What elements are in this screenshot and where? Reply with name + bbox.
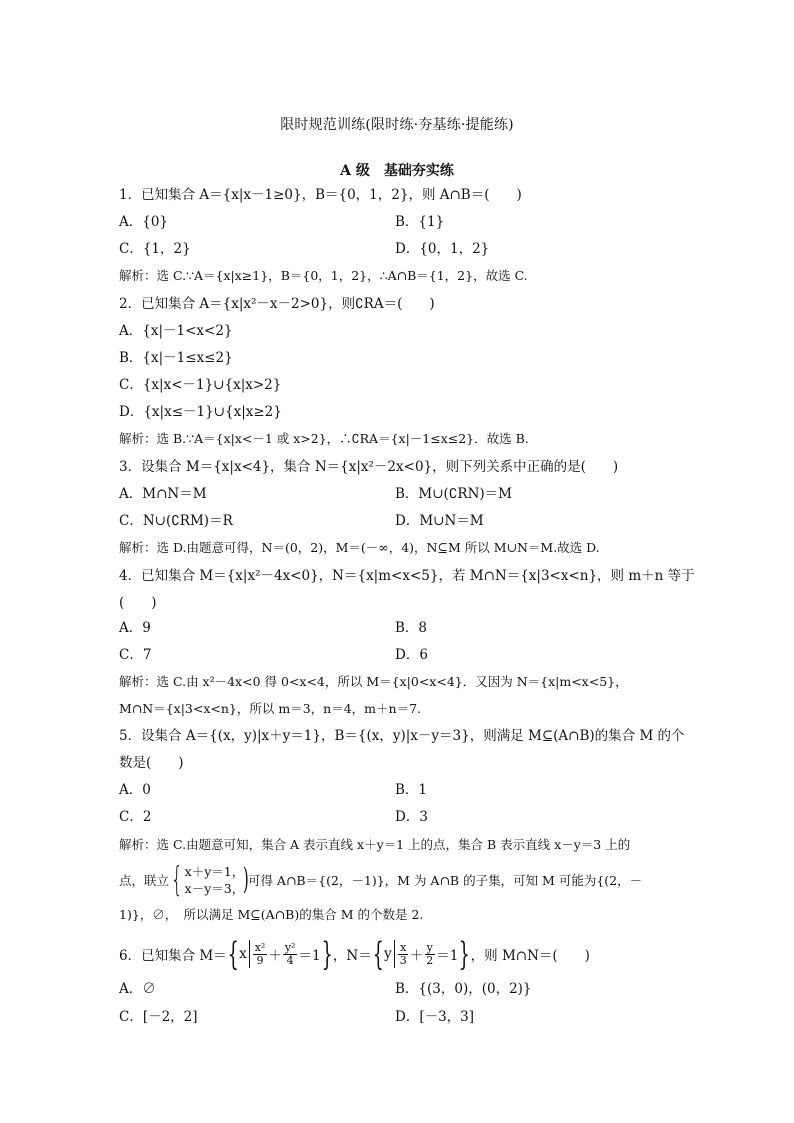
question-5-stem: 5．设集合 A＝{(x，y)|x＋y＝1}，B＝{(x，y)|x－y＝3}，则满足 M⊆(A∩B)的集合 M 的个 — [119, 728, 685, 744]
q4-option-c: C．7 — [119, 647, 152, 663]
set-close-brace: } — [458, 935, 471, 973]
set-open-brace: { — [227, 935, 239, 973]
fraction-den: 4 — [286, 953, 294, 967]
question-6-stem — [119, 934, 590, 974]
q5-analysis-end: 1)}，∅， 所以满足 M⊆(A∩B)的集合 M 的个数是 2. — [119, 907, 424, 922]
equals-one: ＝1 — [436, 948, 459, 964]
set-var-x: x — [239, 946, 247, 962]
q4-option-b: B．8 — [395, 620, 428, 636]
q6-option-d: D．[－3，3] — [395, 1009, 475, 1025]
set-divider — [394, 940, 395, 968]
q6-stem-pre: 6．已知集合 M＝ — [119, 948, 227, 964]
equals-one: ＝1 — [298, 948, 321, 964]
q3-option-a: A．M∩N＝M — [119, 486, 207, 502]
q4-option-a: A．9 — [119, 620, 151, 636]
q6-stem-mid: ，N＝ — [332, 948, 372, 964]
set-open-brace: { — [372, 935, 384, 973]
right-paren: ) — [243, 862, 250, 897]
q4-analysis: 解析：选 C.由 x²－4x<0 得 0<x<4，所以 M＝{x|0<x<4}．又因为 N＝{x|m<x<5}， — [119, 674, 628, 689]
q1-option-d: D．{0，1，2} — [395, 241, 490, 257]
q2-option-d: D．{x|x≤－1}∪{x|x≥2} — [119, 404, 282, 420]
fraction-num: y — [426, 940, 433, 954]
question-3-stem: 3．设集合 M＝{x|x<4}，集合 N＝{x|x²－2x<0}，则下列关系中正确的是( ) — [119, 459, 619, 475]
question-1-stem: 1．已知集合 A＝{x|x－1≥0}，B＝{0，1，2}，则 A∩B＝( ) — [119, 187, 522, 203]
fraction-den: 3 — [399, 953, 407, 967]
q2-option-b: B．{x|－1≤x≤2} — [119, 350, 233, 366]
fraction-num: x — [400, 940, 407, 954]
q5-analysis: 解析：选 C.由题意可知，集合 A 表示直线 x＋y＝1 上的点，集合 B 表示直线 x－y＝3 上的 — [119, 837, 631, 852]
q1-option-a: A．{0} — [119, 214, 169, 230]
fraction-den: 9 — [256, 953, 264, 967]
fraction — [424, 942, 435, 967]
question-2-stem: 2．已知集合 A＝{x|x²－x－2>0}，则∁RA＝( ) — [119, 296, 435, 312]
equation-system — [185, 863, 245, 897]
q5-equation-system-line — [119, 860, 642, 900]
q3-analysis: 解析：选 D.由题意可得，N＝(0，2)，M＝(－∞，4)，N⊆M 所以 M∪N＝M.故选 D. — [119, 540, 600, 555]
q5-option-b: B．1 — [395, 782, 428, 798]
left-brace: { — [170, 860, 183, 900]
q5-option-d: D．3 — [395, 809, 428, 825]
q2-option-a: A．{x|－1<x<2} — [119, 323, 233, 339]
question-4-stem-cont: ( ) — [119, 595, 157, 611]
q5-option-a: A．0 — [119, 782, 151, 798]
equation-2: x－y＝3， — [184, 881, 245, 896]
q5-analysis-pre: 点，联立 — [119, 873, 170, 888]
question-5-stem-cont: 数是( ) — [119, 755, 184, 771]
fraction-num: x² — [254, 940, 266, 954]
q3-option-c: C．N∪(∁RM)＝R — [119, 513, 233, 529]
q4-option-d: D．6 — [395, 647, 428, 663]
q6-option-a: A．∅ — [119, 981, 156, 997]
fraction — [253, 942, 268, 967]
q6-stem-post: ，则 M∩N＝( ) — [470, 948, 590, 964]
fraction-num: y² — [284, 940, 296, 954]
q2-option-c: C．{x|x<－1}∪{x|x>2} — [119, 377, 282, 393]
q5-option-c: C．2 — [119, 809, 152, 825]
page-title: 限时规范训练(限时练·夯基练·提能练) — [280, 117, 514, 133]
q1-option-b: B．{1} — [395, 214, 445, 230]
question-4-stem: 4．已知集合 M＝{x|x²－4x<0}，N＝{x|m<x<5}，若 M∩N＝{x|3<x<n}，则 m＋n 等于 — [119, 568, 695, 584]
q2-analysis: 解析：选 B.∵A＝{x|x<－1 或 x>2}，∴∁RA＝{x|－1≤x≤2}．故选 B. — [119, 431, 529, 446]
fraction-den: 2 — [426, 953, 434, 967]
plus-sign: ＋ — [409, 948, 424, 964]
q4-analysis-cont: M∩N＝{x|3<x<n}，所以 m＝3，n＝4，m＋n＝7. — [119, 701, 421, 716]
plus-sign: ＋ — [268, 948, 282, 964]
q1-option-c: C．{1，2} — [119, 241, 191, 257]
q6-option-c: C．[－2，2] — [119, 1009, 198, 1025]
set-var-y: y — [384, 946, 392, 962]
set-close-brace: } — [321, 935, 333, 973]
section-heading: A 级 基础夯实练 — [340, 163, 454, 179]
fraction — [398, 942, 409, 967]
q6-option-b: B．{(3，0)，(0，2)} — [395, 981, 532, 997]
set-divider — [249, 940, 250, 968]
q1-analysis: 解析：选 C.∵A＝{x|x≥1}，B＝{0，1，2}，∴A∩B＝{1，2}，故选 C. — [119, 268, 528, 283]
q5-analysis-post: 可得 A∩B＝{(2，－1)}，M 为 A∩B 的子集，可知 M 可能为{(2，－ — [247, 873, 643, 888]
equation-1: x＋y＝1， — [184, 864, 245, 879]
fraction — [283, 942, 298, 967]
q3-option-b: B．M∪(∁RN)＝M — [395, 486, 512, 502]
q3-option-d: D．M∪N＝M — [395, 513, 484, 529]
